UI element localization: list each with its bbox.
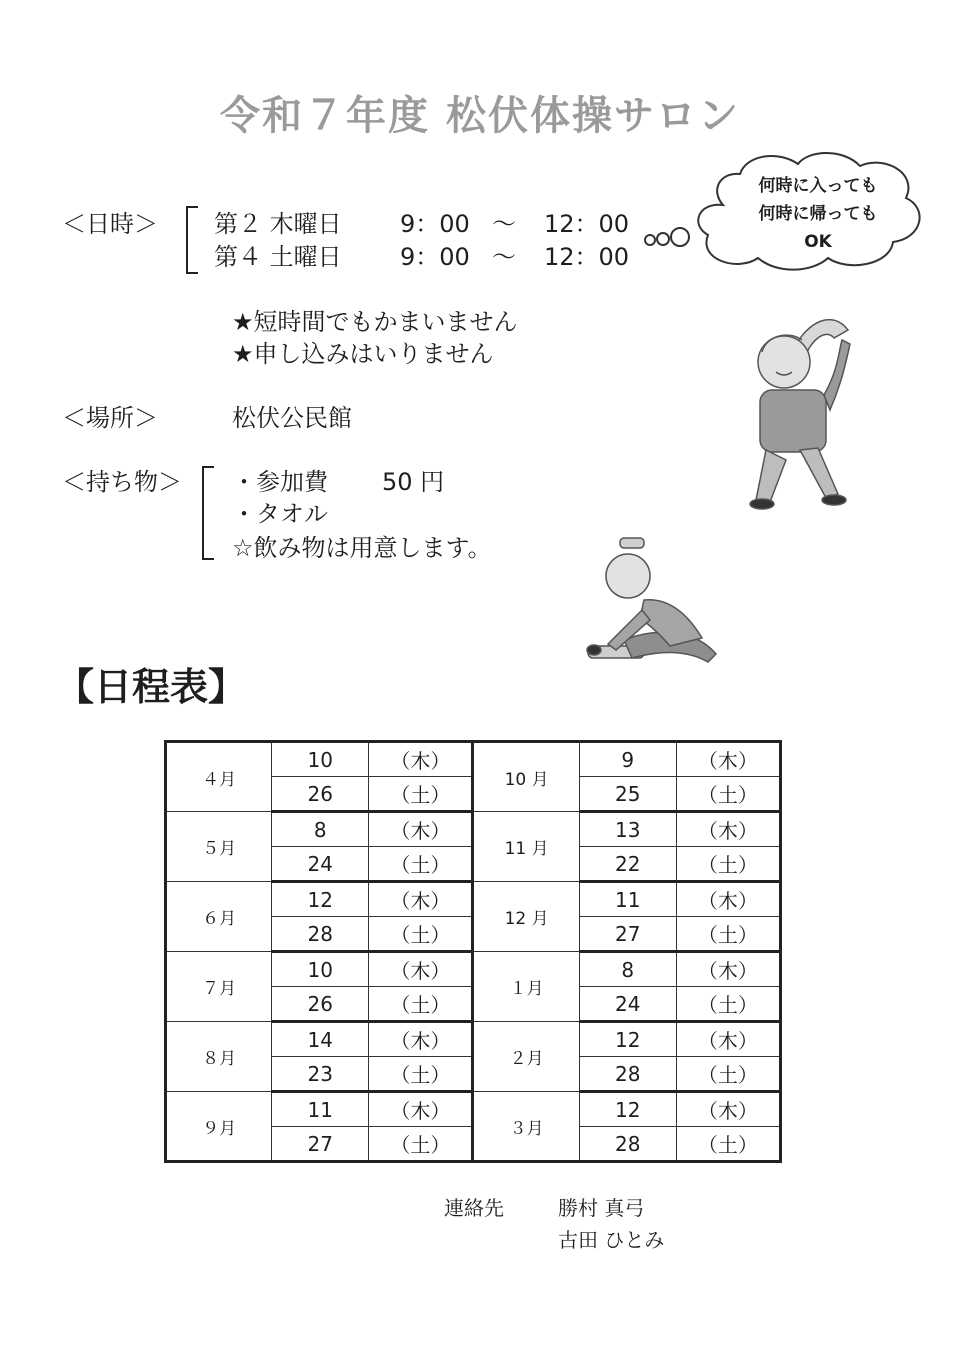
weekday-cell: （土） [676,1057,780,1092]
items-drinks: ☆飲み物は用意します。 [232,534,492,562]
date-cell: 9 [579,742,676,777]
date-cell: 22 [579,847,676,882]
date-cell: 27 [272,1127,369,1162]
place-value: 松伏公民館 [232,404,352,432]
month-cell: 12 月 [473,882,579,952]
date-cell: 26 [272,777,369,812]
month-cell: ７月 [166,952,272,1022]
date-cell: 14 [272,1022,369,1057]
date-cell: 26 [272,987,369,1022]
weekday-cell: （木） [676,1022,780,1057]
weekday-cell: （木） [676,1092,780,1127]
stretching-man-icon [738,300,868,515]
datetime-end-2: 12：00 [544,243,630,271]
month-cell: ５月 [166,812,272,882]
items-label: ＜持ち物＞ [62,468,182,496]
date-cell: 27 [579,917,676,952]
weekday-cell: （土） [369,1057,473,1092]
month-cell: ４月 [166,742,272,812]
page-title: 令和７年度 松伏体操サロン [220,93,740,139]
bubble-line-2: 何時に帰っても [758,204,878,224]
date-cell: 11 [579,882,676,917]
month-cell: ６月 [166,882,272,952]
datetime-end-1: 12：00 [544,210,630,238]
weekday-cell: （土） [369,1127,473,1162]
weekday-cell: （木） [676,812,780,847]
bubble-line-1: 何時に入っても [758,176,878,196]
datetime-sep-1: ～ [492,210,516,238]
date-cell: 13 [579,812,676,847]
table-row [166,742,781,777]
weekday-cell: （土） [676,917,780,952]
weekday-cell: （木） [369,742,473,777]
items-towel: ・タオル [232,500,328,528]
items-fee: ・参加費 [232,468,328,496]
date-cell: 10 [272,952,369,987]
weekday-cell: （土） [676,1127,780,1162]
month-cell: ９月 [166,1092,272,1162]
month-cell: ８月 [166,1022,272,1092]
table-row [166,1022,781,1057]
weekday-cell: （木） [369,1092,473,1127]
month-cell: ２月 [473,1022,579,1092]
weekday-cell: （木） [369,952,473,987]
contact-name-1: 勝村 真弓 [558,1196,645,1220]
items-fee-amount: 50 円 [382,468,445,496]
weekday-cell: （木） [676,882,780,917]
date-cell: 12 [579,1022,676,1057]
date-cell: 11 [272,1092,369,1127]
date-cell: 10 [272,742,369,777]
schedule-table [164,740,782,1163]
datetime-label: ＜日時＞ [62,210,158,238]
date-cell: 28 [272,917,369,952]
weekday-cell: （木） [369,812,473,847]
date-cell: 12 [272,882,369,917]
note-no-signup: ★申し込みはいりません [232,340,494,368]
schedule-title: 【日程表】 [56,665,247,709]
date-cell: 8 [579,952,676,987]
weekday-cell: （土） [676,847,780,882]
contact-label: 連絡先 [444,1196,504,1220]
month-cell: １月 [473,952,579,1022]
weekday-cell: （土） [676,777,780,812]
datetime-start-1: 9：00 [400,210,470,238]
month-cell: 11 月 [473,812,579,882]
weekday-cell: （土） [369,847,473,882]
date-cell: 24 [579,987,676,1022]
table-row [166,812,781,847]
seated-stretch-icon [584,528,726,668]
datetime-bracket [186,206,198,274]
weekday-cell: （土） [676,987,780,1022]
weekday-cell: （土） [369,917,473,952]
datetime-sep-2: ～ [492,243,516,271]
weekday-cell: （土） [369,777,473,812]
date-cell: 28 [579,1127,676,1162]
table-row [166,952,781,987]
note-short-time: ★短時間でもかまいません [232,308,518,336]
date-cell: 23 [272,1057,369,1092]
weekday-cell: （木） [369,1022,473,1057]
date-cell: 12 [579,1092,676,1127]
table-row [166,1092,781,1127]
date-cell: 24 [272,847,369,882]
bubble-text [718,172,918,256]
table-row [166,882,781,917]
items-bracket [202,466,214,560]
weekday-cell: （木） [676,952,780,987]
weekday-cell: （木） [369,882,473,917]
month-cell: 10 月 [473,742,579,812]
datetime-start-2: 9：00 [400,243,470,271]
date-cell: 8 [272,812,369,847]
datetime-day-2: 第４ 土曜日 [214,243,342,271]
bubble-line-3: OK [804,232,832,252]
month-cell: ３月 [473,1092,579,1162]
contact-name-2: 古田 ひとみ [558,1228,665,1252]
date-cell: 25 [579,777,676,812]
place-label: ＜場所＞ [62,404,158,432]
weekday-cell: （土） [369,987,473,1022]
weekday-cell: （木） [676,742,780,777]
datetime-day-1: 第２ 木曜日 [214,210,342,238]
date-cell: 28 [579,1057,676,1092]
